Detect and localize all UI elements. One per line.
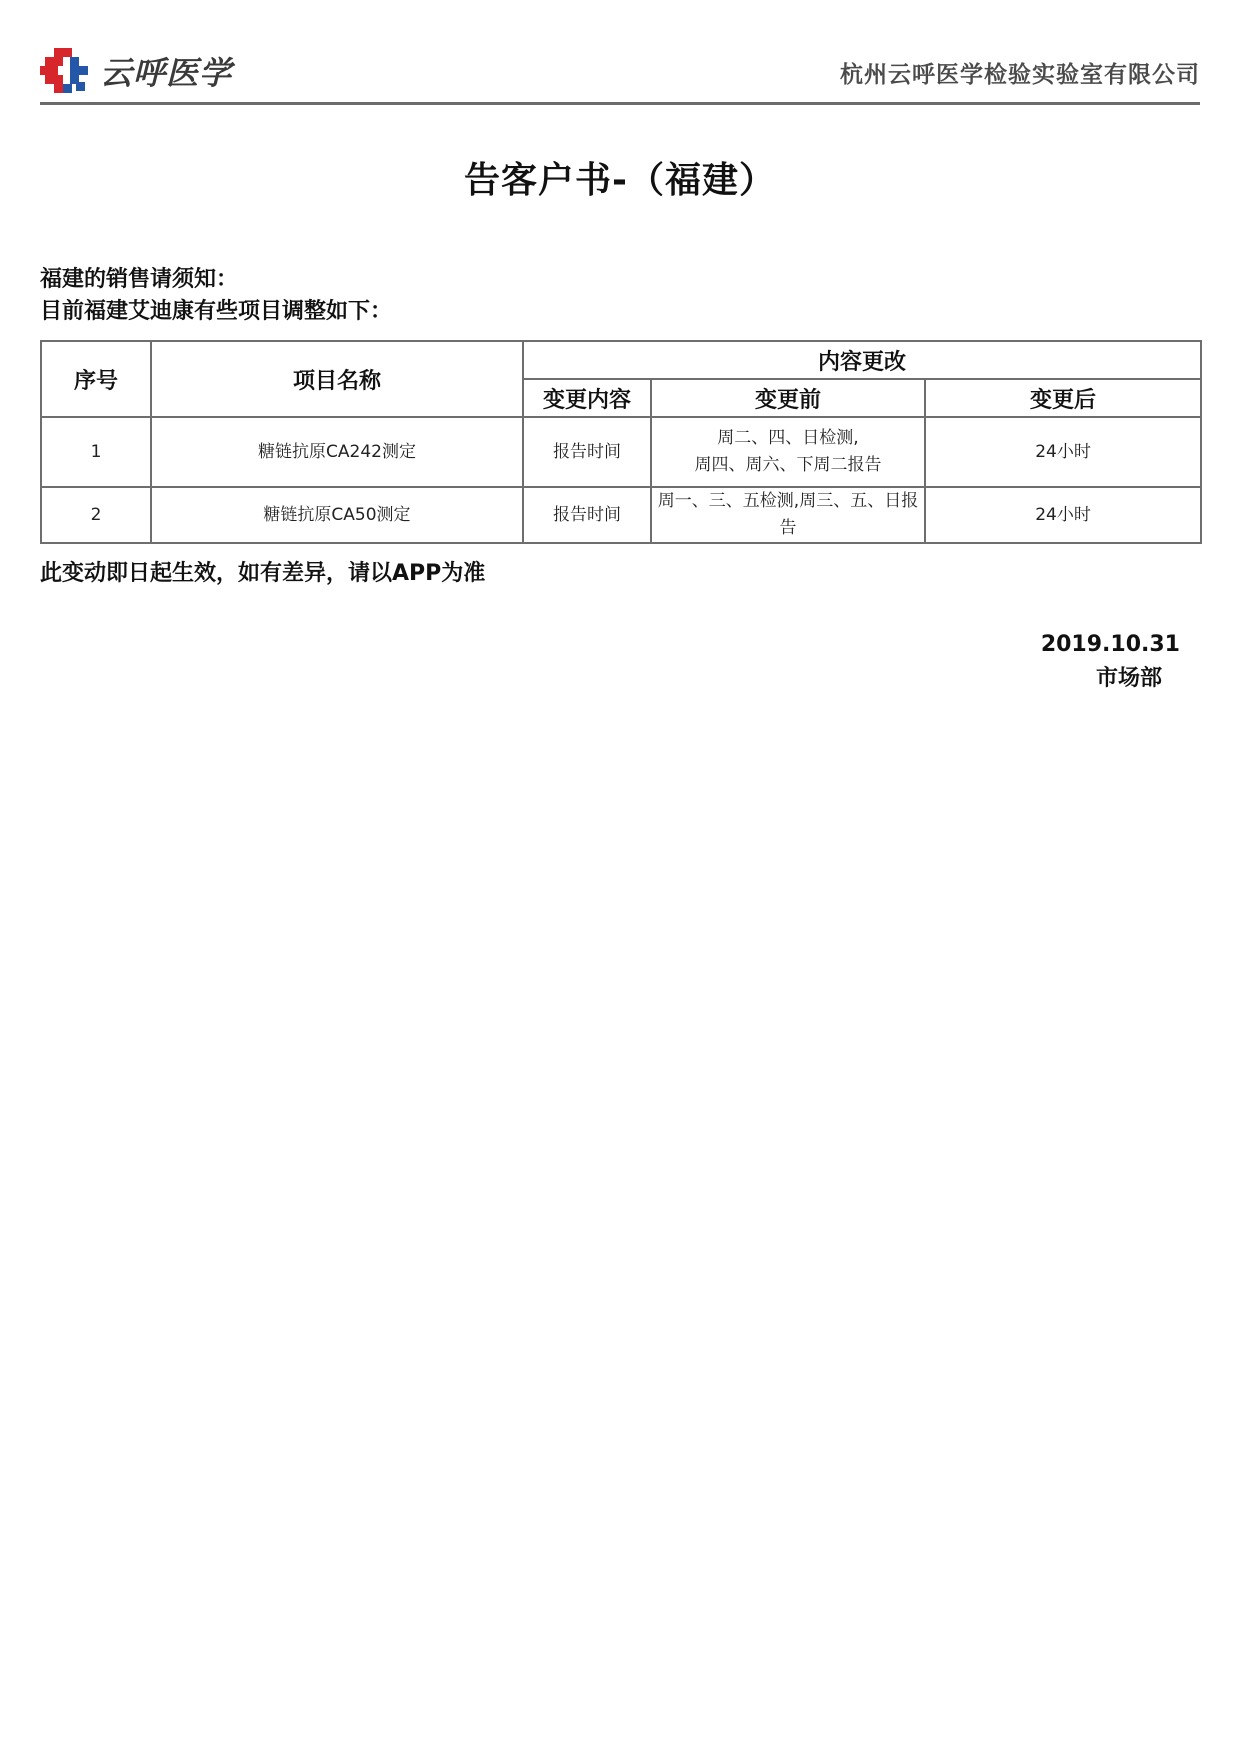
header-divider	[40, 102, 1200, 105]
logo-text: 云呼医学	[100, 54, 233, 92]
cell-item-name: 糖链抗原CA50测定	[151, 487, 523, 543]
header-before: 变更前	[651, 379, 925, 417]
header-item-name: 项目名称	[151, 341, 523, 417]
intro-block	[40, 264, 392, 328]
header-index: 序号	[41, 341, 151, 417]
cell-before: 周一、三、五检测,周三、五、日报告	[651, 487, 925, 543]
signoff-date: 2019.10.31	[1040, 632, 1180, 657]
signoff-department: 市场部	[1095, 666, 1162, 691]
cell-change-content: 报告时间	[523, 417, 651, 487]
header-change-content: 变更内容	[523, 379, 651, 417]
logo-cross-icon	[40, 46, 92, 96]
cell-index: 1	[41, 417, 151, 487]
table-row	[41, 487, 1201, 543]
page-header	[40, 44, 1200, 104]
cell-after: 24小时	[925, 487, 1201, 543]
document-title: 告客户书-（福建）	[464, 160, 776, 201]
header-after: 变更后	[925, 379, 1201, 417]
table-header-row	[41, 341, 1201, 379]
cell-before-line-1: 周二、四、日检测,	[717, 428, 859, 448]
intro-line-2: 目前福建艾迪康有些项目调整如下：	[40, 299, 393, 324]
cell-before-line-2: 周四、周六、下周二报告	[694, 455, 882, 475]
cell-after: 24小时	[925, 417, 1201, 487]
effective-note: 此变动即日起生效，如有差异，请以APP为准	[40, 561, 486, 586]
cell-before	[651, 417, 925, 487]
cell-index: 2	[41, 487, 151, 543]
intro-line-1: 福建的销售请须知：	[40, 267, 239, 292]
company-name: 杭州云呼医学检验实验室有限公司	[840, 62, 1200, 88]
signoff-block	[1041, 628, 1180, 696]
cell-item-name: 糖链抗原CA242测定	[151, 417, 523, 487]
company-logo	[40, 46, 232, 96]
table-row	[41, 417, 1201, 487]
header-change-group: 内容更改	[523, 341, 1201, 379]
cell-change-content: 报告时间	[523, 487, 651, 543]
changes-table	[40, 340, 1202, 544]
